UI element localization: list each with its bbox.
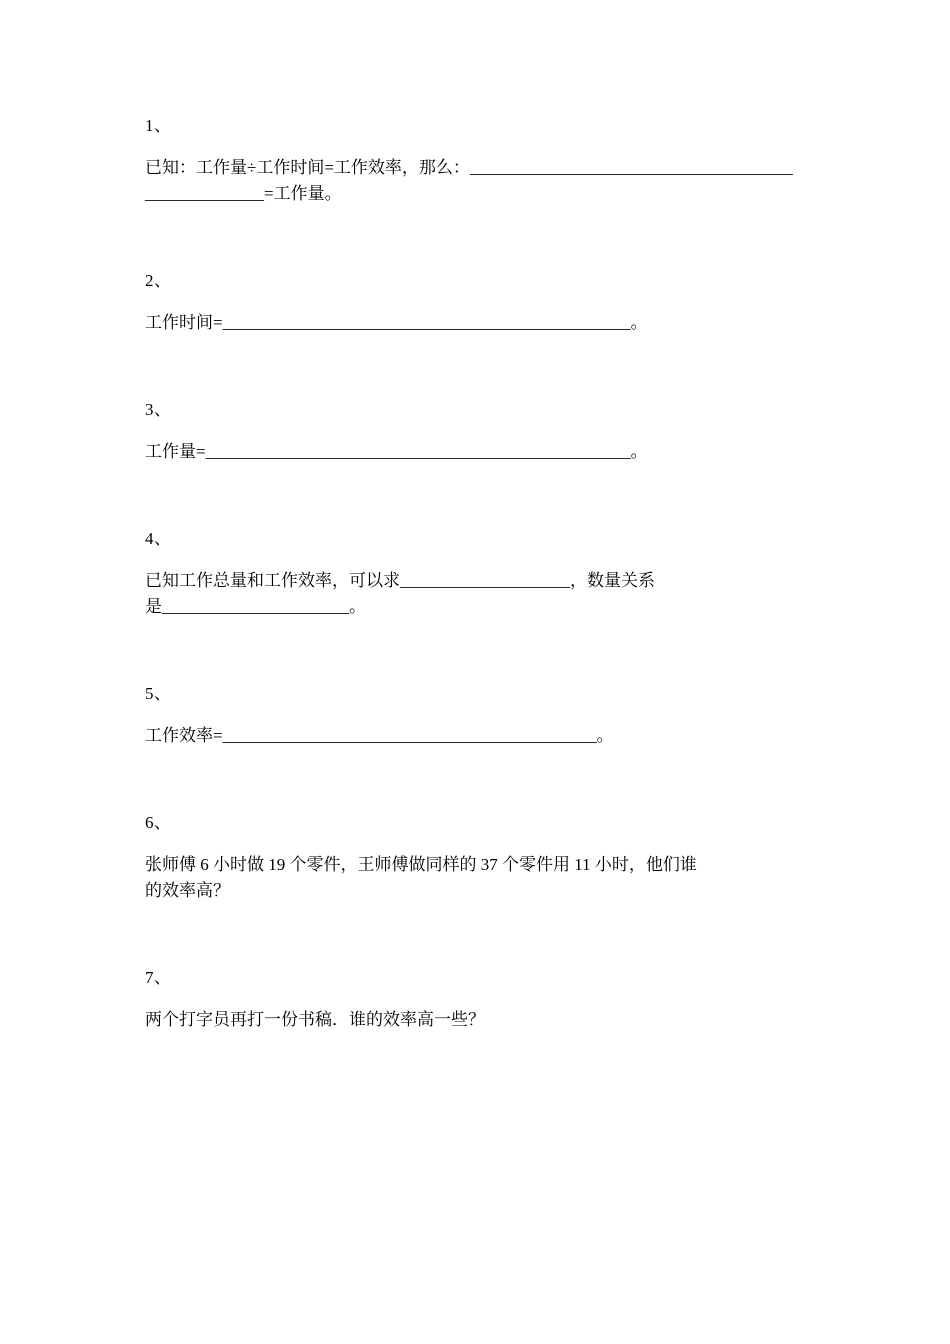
question-7 [145, 964, 820, 1033]
question-4 [145, 525, 820, 620]
question-text-line: 工作效率=____________________________________________。 [145, 726, 614, 745]
question-text-line: 工作时间=________________________________________________。 [145, 313, 648, 332]
question-text-line: ______________=工作量。 [145, 184, 342, 203]
question-number: 5、 [145, 684, 172, 703]
question-number: 1、 [145, 116, 172, 135]
question-3 [145, 396, 820, 465]
question-2 [145, 267, 820, 336]
question-number: 7、 [145, 968, 172, 987]
question-5 [145, 680, 820, 749]
question-text-line: 已知：工作量÷工作时间=工作效率，那么：______________________________________ [145, 158, 793, 177]
question-number: 3、 [145, 400, 172, 419]
question-number: 6、 [145, 813, 172, 832]
question-text-line: 两个打字员再打一份书稿．谁的效率高一些？ [145, 1010, 485, 1029]
question-text-line: 工作量=__________________________________________________。 [145, 442, 648, 461]
question-text-line: 已知工作总量和工作效率，可以求____________________，数量关系 [145, 571, 655, 590]
question-number: 4、 [145, 529, 172, 548]
question-1 [145, 112, 820, 207]
question-text-line: 的效率高？ [145, 881, 230, 900]
question-text-line: 是______________________。 [145, 597, 366, 616]
question-text-line: 张师傅 6 小时做 19 个零件，王师傅做同样的 37 个零件用 11 小时，他们谁 [145, 855, 697, 874]
question-number: 2、 [145, 271, 172, 290]
question-6 [145, 809, 820, 904]
